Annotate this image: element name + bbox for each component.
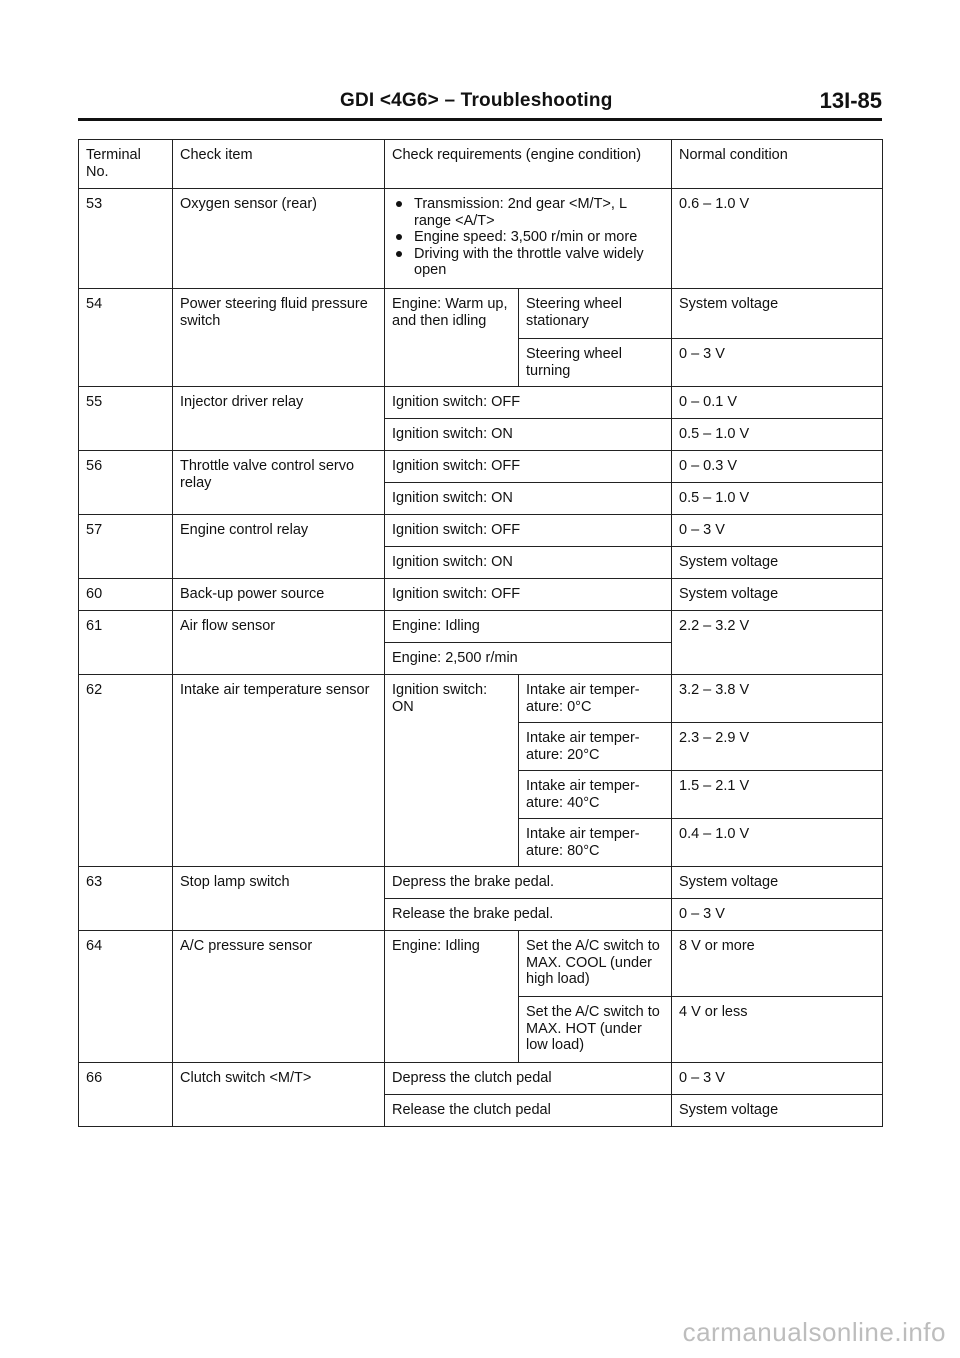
requirement-cell: Release the brake pedal. <box>385 899 672 931</box>
check-item-cell: Intake air temperature sensor <box>173 675 385 867</box>
header-rule <box>78 118 882 121</box>
requirement-cell: Depress the brake pedal. <box>385 867 672 899</box>
terminal-cell: 61 <box>79 611 173 675</box>
requirement-cell: Depress the clutch pedal <box>385 1063 672 1095</box>
table-row <box>79 867 883 899</box>
table-row <box>79 515 883 547</box>
requirement-cell: Ignition switch: OFF <box>385 387 672 419</box>
requirement-cell: Ignition switch: ON <box>385 483 672 515</box>
check-item-cell: Injector driver relay <box>173 387 385 451</box>
requirement-cell: Ignition switch: OFF <box>385 451 672 483</box>
requirement-cell: Engine: Idling <box>385 611 672 643</box>
normal-cell: System voltage <box>672 867 883 899</box>
subcondition-cell: Intake air temper- ature: 80°C <box>519 819 672 867</box>
list-item: Driving with the throttle valve widely open <box>392 246 665 279</box>
check-item-cell: Engine control relay <box>173 515 385 579</box>
normal-cell: 0 – 3 V <box>672 1063 883 1095</box>
col-header-terminal: Terminal No. <box>79 140 173 189</box>
page-number: 13I-85 <box>819 88 882 113</box>
subcondition-cell: Set the A/C switch to MAX. COOL (under high load) <box>519 931 672 997</box>
terminal-cell: 63 <box>79 867 173 931</box>
table-row <box>79 931 883 997</box>
table-row <box>79 579 883 611</box>
table-row <box>79 387 883 419</box>
normal-cell: 1.5 – 2.1 V <box>672 771 883 819</box>
condition-cell: Engine: Idling <box>385 931 519 1063</box>
table-row <box>79 289 883 339</box>
normal-cell: 0 – 3 V <box>672 339 883 387</box>
list-item: Transmission: 2nd gear <M/T>, L range <A/T> <box>392 196 665 229</box>
table-row <box>79 1063 883 1095</box>
normal-cell: 0.5 – 1.0 V <box>672 483 883 515</box>
normal-cell: 2.3 – 2.9 V <box>672 723 883 771</box>
normal-cell: 4 V or less <box>672 997 883 1063</box>
page-header <box>78 88 882 118</box>
terminal-cell: 56 <box>79 451 173 515</box>
requirement-cell: Ignition switch: OFF <box>385 515 672 547</box>
col-header-normal: Normal condition <box>672 140 883 189</box>
subcondition-cell: Steering wheel turning <box>519 339 672 387</box>
normal-cell: 0 – 3 V <box>672 515 883 547</box>
requirement-cell: Ignition switch: ON <box>385 547 672 579</box>
watermark: carmanualsonline.info <box>682 1317 946 1347</box>
terminal-cell: 62 <box>79 675 173 867</box>
condition-cell: Ignition switch: ON <box>385 675 519 867</box>
terminal-cell: 57 <box>79 515 173 579</box>
subcondition-cell: Intake air temper- ature: 40°C <box>519 771 672 819</box>
table-row <box>79 451 883 483</box>
normal-cell: System voltage <box>672 1095 883 1127</box>
table-row <box>79 189 883 289</box>
check-item-cell: Power steering fluid pressure switch <box>173 289 385 387</box>
normal-cell: 0 – 0.3 V <box>672 451 883 483</box>
col-header-check-item: Check item <box>173 140 385 189</box>
condition-cell: Engine: Warm up, and then idling <box>385 289 519 387</box>
subcondition-cell: Set the A/C switch to MAX. HOT (under low load) <box>519 997 672 1063</box>
normal-cell: 0 – 0.1 V <box>672 387 883 419</box>
check-item-cell: Air flow sensor <box>173 611 385 675</box>
terminal-check-table <box>78 139 883 1127</box>
terminal-cell: 66 <box>79 1063 173 1127</box>
terminal-cell: 64 <box>79 931 173 1063</box>
terminal-cell: 60 <box>79 579 173 611</box>
list-item: Engine speed: 3,500 r/min or more <box>392 229 665 246</box>
normal-cell: 0.4 – 1.0 V <box>672 819 883 867</box>
col-header-requirements: Check requirements (engine condition) <box>385 140 672 189</box>
check-item-cell: Clutch switch <M/T> <box>173 1063 385 1127</box>
requirement-cell: Engine: 2,500 r/min <box>385 643 672 675</box>
terminal-cell: 54 <box>79 289 173 387</box>
normal-cell: 8 V or more <box>672 931 883 997</box>
requirement-cell <box>385 189 672 289</box>
check-item-cell: Stop lamp switch <box>173 867 385 931</box>
requirement-cell: Ignition switch: OFF <box>385 579 672 611</box>
check-item-cell: A/C pressure sensor <box>173 931 385 1063</box>
normal-cell: System voltage <box>672 289 883 339</box>
table-header-row <box>79 140 883 189</box>
normal-cell: 2.2 – 3.2 V <box>672 611 883 675</box>
normal-cell: 0.6 – 1.0 V <box>672 189 883 289</box>
subcondition-cell: Steering wheel stationary <box>519 289 672 339</box>
table-row <box>79 675 883 723</box>
check-item-cell: Throttle valve control servo relay <box>173 451 385 515</box>
subcondition-cell: Intake air temper- ature: 20°C <box>519 723 672 771</box>
subcondition-cell: Intake air temper- ature: 0°C <box>519 675 672 723</box>
normal-cell: System voltage <box>672 547 883 579</box>
normal-cell: System voltage <box>672 579 883 611</box>
table-row <box>79 611 883 643</box>
normal-cell: 0.5 – 1.0 V <box>672 419 883 451</box>
requirement-cell: Ignition switch: ON <box>385 419 672 451</box>
check-item-cell: Oxygen sensor (rear) <box>173 189 385 289</box>
terminal-cell: 53 <box>79 189 173 289</box>
normal-cell: 0 – 3 V <box>672 899 883 931</box>
requirement-list <box>392 196 665 279</box>
page-title: GDI <4G6> – Troubleshooting <box>340 90 613 111</box>
terminal-cell: 55 <box>79 387 173 451</box>
requirement-cell: Release the clutch pedal <box>385 1095 672 1127</box>
normal-cell: 3.2 – 3.8 V <box>672 675 883 723</box>
check-item-cell: Back-up power source <box>173 579 385 611</box>
